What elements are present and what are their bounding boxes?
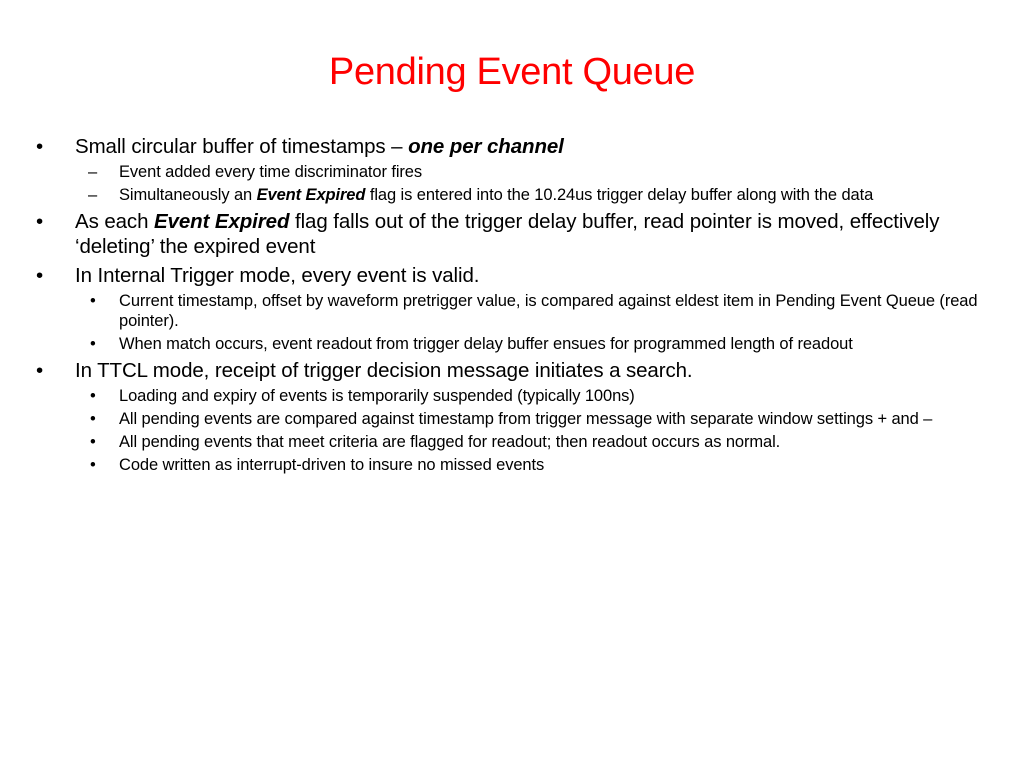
list-item: [34, 263, 1004, 288]
item-text: As each: [75, 210, 154, 233]
bullet-icon: •: [90, 335, 96, 353]
list-subitem: [34, 455, 1004, 475]
item-emphasis: Event Expired: [256, 186, 366, 204]
item-emphasis: one per channel: [408, 135, 564, 158]
bullet-icon: •: [90, 387, 96, 405]
list-subitem: [34, 334, 1004, 354]
list-item: [34, 358, 1004, 383]
item-text: flag is entered into the 10.24us trigger delay buffer along with the data: [365, 186, 874, 204]
item-text: When match occurs, event readout from trigger delay buffer ensues for programmed length of readout: [119, 335, 853, 353]
slide-title: Pending Event Queue: [328, 51, 696, 93]
list-item: [34, 209, 1004, 259]
bullet-icon: •: [36, 264, 44, 287]
list-subitem: [34, 409, 1004, 429]
bullet-icon: •: [90, 433, 96, 451]
item-emphasis: Event Expired: [153, 210, 290, 233]
bullet-icon: •: [36, 210, 44, 233]
list-subitem: [34, 291, 1004, 331]
item-text: flag falls out of the trigger delay buffer, read pointer is moved, effectively ‘deleting’ the expired event: [75, 210, 940, 258]
item-text: Code written as interrupt-driven to insure no missed events: [119, 456, 545, 474]
item-text: In Internal Trigger mode, every event is valid.: [75, 264, 480, 287]
dash-icon: –: [88, 163, 98, 181]
item-text: Loading and expiry of events is temporarily suspended (typically 100ns): [119, 387, 635, 405]
bullet-icon: •: [36, 135, 44, 158]
item-text: Simultaneously an: [119, 186, 257, 204]
bullet-icon: •: [90, 410, 96, 428]
list-subitem: [34, 185, 1004, 205]
list-subitem: [34, 432, 1004, 452]
bullet-icon: •: [90, 456, 96, 474]
list-subitem: [34, 386, 1004, 406]
list-item: [34, 134, 1004, 159]
bullet-icon: •: [36, 359, 44, 382]
item-text: Small circular buffer of timestamps –: [75, 135, 409, 158]
bullet-icon: •: [90, 292, 96, 310]
item-text: In TTCL mode, receipt of trigger decision message initiates a search.: [75, 359, 693, 382]
dash-icon: –: [88, 186, 98, 204]
list-subitem: [34, 162, 1004, 182]
item-text: All pending events that meet criteria are flagged for readout; then readout occurs as normal.: [119, 433, 781, 451]
bullet-list: [34, 130, 1004, 477]
item-text: All pending events are compared against timestamp from trigger message with separate window settings + and –: [119, 410, 933, 428]
item-text: Current timestamp, offset by waveform pretrigger value, is compared against eldest item in Pending Event Queue (read pointer).: [119, 292, 978, 330]
item-text: Event added every time discriminator fires: [119, 163, 423, 181]
